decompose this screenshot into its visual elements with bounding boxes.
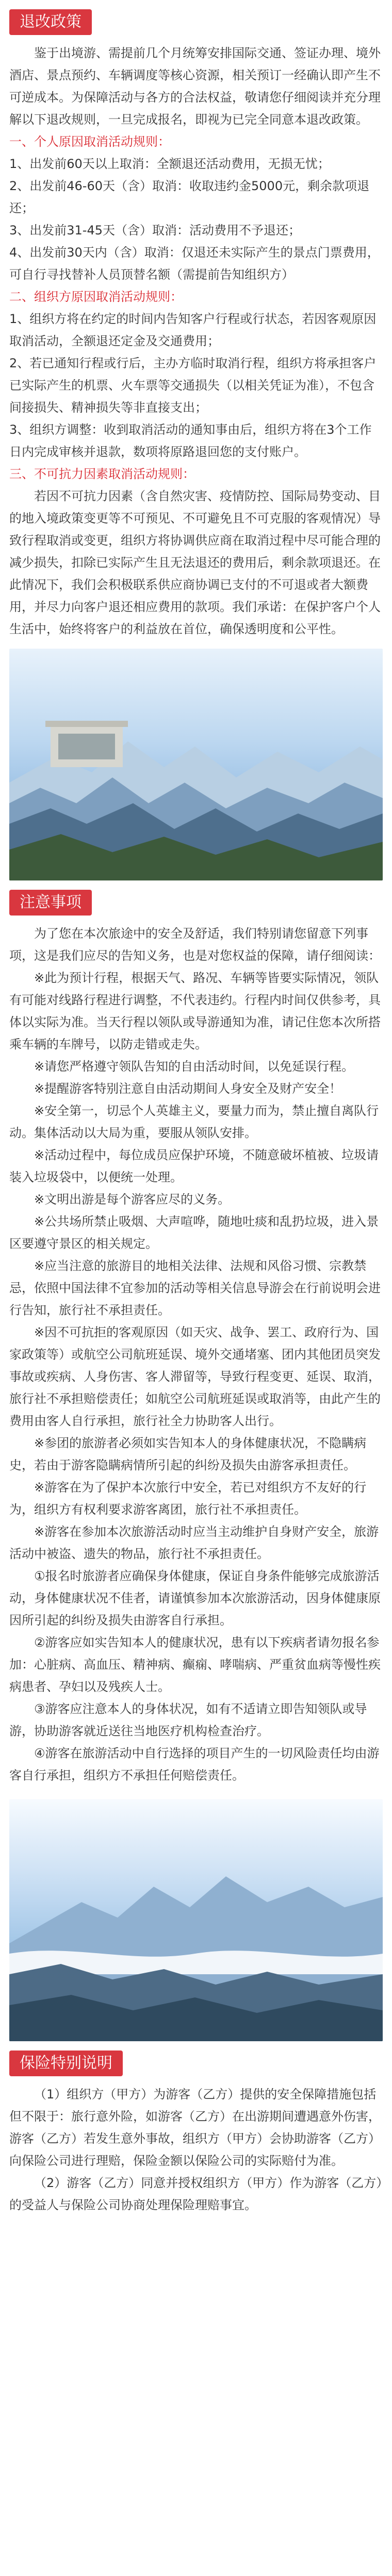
notice-item: ※公共场所禁止吸烟、大声喧哗，随地吐痰和乱扔垃圾，进入景区要遵守景区的相关规定。 bbox=[9, 1214, 379, 1251]
notice-item: ※游客在参加本次旅游活动时应当主动维护自身财产安全，旅游活动中被盗、遗失的物品，旅行社不承担责任。 bbox=[9, 1524, 379, 1561]
personal-rules-title: 一、个人原因取消活动规则： bbox=[9, 134, 170, 149]
personal-rule: 1、出发前60天以上取消：全额退还活动费用，无损无忧； bbox=[9, 157, 330, 171]
personal-rule: 2、出发前46-60天（含）取消：收取违约金5000元，剩余款项退还； bbox=[9, 179, 370, 215]
notice-item: ※因不可抗拒的客观原因（如天灾、战争、罢工、政府行为、国家政策等）或航空公司航班延误、境外交通堵塞、团内其他团员突发事故或疾病、人身伤害、客人滞留等，导致行程变更、延误、取消，旅行社不承担赔偿责任；如航空公司航班延误或取消等，由此产生的费用由客人自行承担，旅行社全力协助客人出行。 bbox=[9, 1325, 381, 1428]
insurance-section-title: 保险特别说明 bbox=[9, 2050, 123, 2076]
refund-intro: 鉴于出境游、需提前几个月统筹安排国际交通、签证办理、境外酒店、景点预约、车辆调度等核心资源，相关预订一经确认即产生不可逆成本。为保障活动与各方的合法权益，敬请您仔细阅读并充分理解以下退改规则，一旦完成报名，即视为已完全同意本退改政策。 bbox=[9, 46, 381, 127]
health-item: ③游客应注意本人的身体状况，如有不适请立即告知领队或导游，协助游客就近送往当地医疗机构检查治疗。 bbox=[9, 1702, 367, 1738]
force-majeure-text: 若因不可抗力因素（含自然灾害、疫情防控、国际局势变动、目的地入境政策变更等不可预见、不可避免且不可克服的客观情况）导致行程取消或变更，组织方将协调供应商在取消过程中尽可能合理的减少损失，扣除已实际产生且无法退还的费用后，剩余款项退还。在此情况下，我们会积极联系供应商协调已支付的不可退或者大额费用，并尽力向客户退还相应费用的款项。我们承诺：在保护客户个人生活中，始终将客户的利益放在首位，确保透明度和公平性。 bbox=[9, 489, 381, 636]
health-item: ①报名时旅游者应确保身体健康，保证自身条件能够完成旅游活动，身体健康状况不佳者，请谨慎参加本次旅游活动，因身体健康原因所引起的纠纷及损失由游客自行承担。 bbox=[9, 1569, 381, 1628]
force-majeure-title: 三、不可抗力因素取消活动规则： bbox=[9, 467, 195, 481]
health-item: ④游客在旅游活动中自行选择的项目产生的一切风险责任均由游客自行承担，组织方不承担任何赔偿责任。 bbox=[9, 1746, 380, 1783]
personal-rule: 4、出发前30天内（含）取消：仅退还未实际产生的景点门票费用，可自行寻找替补人员顶替名额（需提前告知组织方） bbox=[9, 245, 380, 282]
refund-content bbox=[0, 42, 392, 640]
notice-section bbox=[0, 880, 392, 2041]
refund-section-title: 退改政策 bbox=[9, 9, 92, 35]
organizer-rule: 2、若已通知行程或行后，主办方临时取消行程，组织方将承担客户已实际产生的机票、火车票等交通损失（以相关凭证为准），不包含间接损失、精神损失等非直接支出； bbox=[9, 356, 377, 415]
health-item: ②游客应如实告知本人的健康状况，患有以下疾病者请勿报名参加：心脏病、高血压、精神病、癫痫、哮喘病、严重贫血病等慢性疾病患者、孕妇以及残疾人士。 bbox=[9, 1635, 381, 1694]
notice-intro: 为了您在本次旅途中的安全及舒适，我们特别请您留意下列事项，这是我们应尽的告知义务，也是对您权益的保障，请仔细阅读： bbox=[9, 926, 381, 963]
insurance-content bbox=[0, 2083, 392, 2216]
organizer-rules-title: 二、组织方原因取消活动规则： bbox=[9, 290, 183, 304]
organizer-rule: 3、组织方调整：收到取消活动的通知事由后，组织方将在3个工作日内完成审核并退款，数项将原路退回您的支付账户。 bbox=[9, 422, 372, 459]
notice-item: ※参团的旅游者必须如实告知本人的身体健康状况，不隐瞒病史，若由于游客隐瞒病情所引起的纠纷及损失由游客承担责任。 bbox=[9, 1436, 367, 1472]
notice-item: ※请您严格遵守领队告知的自由活动时间，以免延误行程。 bbox=[34, 1059, 354, 1074]
personal-rule: 3、出发前31-45天（含）取消：活动费用不予退还； bbox=[9, 223, 301, 238]
insurance-section bbox=[0, 2041, 392, 2232]
notice-item: ※应当注意的旅游目的地相关法律、法规和风俗习惯、宗教禁忌，依照中国法律不宜参加的活动等相关信息导游会在行前说明会进行告知，旅行社不承担责任。 bbox=[9, 1259, 381, 1317]
landscape-image-2 bbox=[9, 1799, 383, 2041]
notice-item: ※活动过程中，每位成员应保护环境，不随意破坏植被、垃圾请装入垃圾袋中，以便统一处理。 bbox=[9, 1148, 379, 1184]
notice-item: ※安全第一，切忌个人英雄主义，要量力而为，禁止擅自离队行动。集体活动以大局为重，要服从领队安排。 bbox=[9, 1104, 379, 1140]
notice-item: ※此为预计行程，根据天气、路况、车辆等皆要实际情况，领队有可能对线路行程进行调整，不代表违约。行程内时间仅供参考，具体以实际为准。当天行程以领队或导游通知为准，请记住您本次所搭乘车辆的车牌号，以防走错或走失。 bbox=[9, 971, 381, 1052]
organizer-rule: 1、组织方将在约定的时间内告知客户行程或行状态，若因客观原因取消活动，全额退还定金及交通费用； bbox=[9, 312, 377, 348]
refund-section bbox=[0, 0, 392, 880]
landscape-image-1 bbox=[9, 649, 383, 880]
notice-item: ※提醒游客特别注意自由活动期间人身安全及财产安全！ bbox=[34, 1081, 342, 1096]
mountain-illustration bbox=[9, 649, 383, 880]
insurance-item: （1）组织方（甲方）为游客（乙方）提供的安全保障措施包括但不限于：旅行意外险，如游客（乙方）在出游期间遭遇意外伤害，游客（乙方）若发生意外事故，组织方（甲方）会协助游客（乙方）向保险公司进行理赔，保险金额以保险公司的实际赔付为准。 bbox=[9, 2087, 381, 2168]
notice-item: ※游客在为了保护本次旅行中安全，若已对组织方不友好的行为，组织方有权利要求游客离团，旅行社不承担责任。 bbox=[9, 1480, 367, 1517]
cloud-mountain-illustration bbox=[9, 1799, 383, 2041]
insurance-item: （2）游客（乙方）同意并授权组织方（甲方）作为游客（乙方）的受益人与保险公司协商处理保险理赔事宜。 bbox=[9, 2176, 383, 2212]
notice-item: ※文明出游是每个游客应尽的义务。 bbox=[34, 1192, 231, 1207]
notice-section-title: 注意事项 bbox=[9, 890, 92, 916]
notice-content bbox=[0, 923, 392, 1787]
